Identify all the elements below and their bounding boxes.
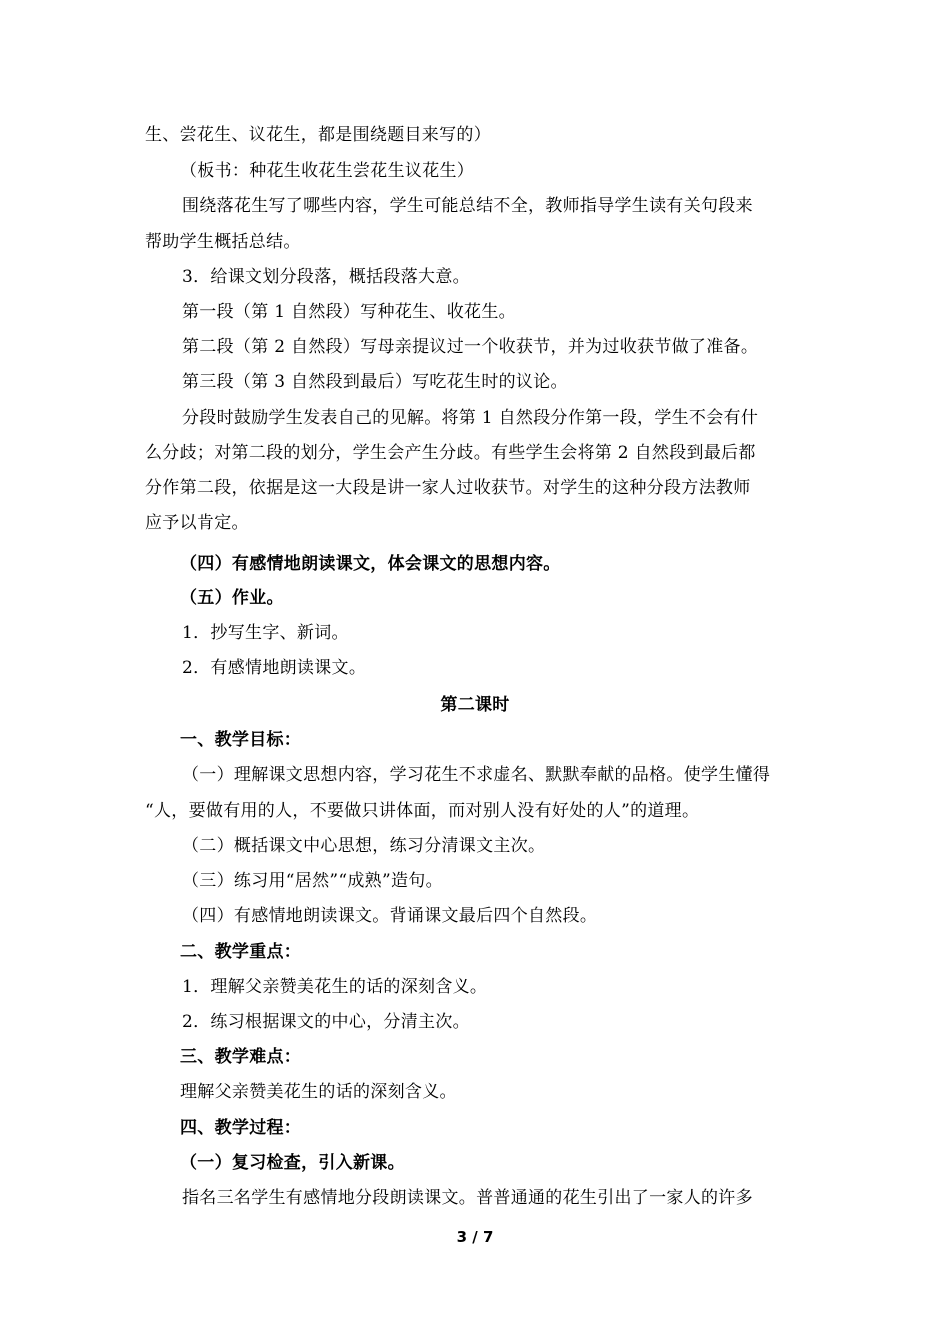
paragraph-line: 帮助学生概括总结。 (145, 232, 301, 252)
paragraph-line: （一）理解课文思想内容，学习花生不求虚名、默默奉献的品格。使学生懂得 (182, 765, 771, 785)
paragraph-line: 第二段（第 2 自然段）写母亲提议过一个收获节，并为过收获节做了准备。 (182, 337, 759, 357)
section-heading: 三、教学难点： (180, 1047, 302, 1067)
list-item: 1．理解父亲赞美花生的话的深刻含义。 (182, 977, 488, 997)
paragraph-line: （三）练习用“居然”“成熟”造句。 (182, 871, 443, 891)
section-heading: 四、教学过程： (180, 1118, 302, 1138)
paragraph-line: 应予以肯定。 (145, 513, 249, 533)
section-heading: （五）作业。 (180, 588, 284, 608)
list-item: 2．有感情地朗读课文。 (182, 658, 367, 678)
list-item: 3．给课文划分段落，概括段落大意。 (182, 267, 470, 287)
paragraph-line: 分段时鼓励学生发表自己的见解。将第 1 自然段分作第一段，学生不会有什 (182, 408, 759, 428)
paragraph-line: 分作第二段，依据是这一大段是讲一家人过收获节。对学生的这种分段方法教师 (145, 478, 751, 498)
list-item: 1．抄写生字、新词。 (182, 623, 349, 643)
paragraph-line: 围绕落花生写了哪些内容，学生可能总结不全，教师指导学生读有关句段来 (182, 196, 753, 216)
paragraph-line: “人，要做有用的人，不要做只讲体面，而对别人没有好处的人”的道理。 (145, 801, 700, 821)
paragraph-line: 么分歧；对第二段的划分，学生会产生分歧。有些学生会将第 2 自然段到最后都 (145, 443, 756, 463)
page-number: 3 / 7 (456, 1228, 494, 1246)
list-item: 2．练习根据课文的中心，分清主次。 (182, 1012, 470, 1032)
paragraph-line: 理解父亲赞美花生的话的深刻含义。 (180, 1082, 457, 1102)
lesson-title: 第二课时 (440, 695, 510, 715)
paragraph-line: 指名三名学生有感情地分段朗读课文。普普通通的花生引出了一家人的许多 (182, 1188, 753, 1208)
section-heading: 一、教学目标： (180, 730, 302, 750)
paragraph-line: （四）有感情地朗读课文。背诵课文最后四个自然段。 (182, 906, 598, 926)
section-heading: （四）有感情地朗读课文，体会课文的思想内容。 (180, 554, 561, 574)
section-heading: （一）复习检查，引入新课。 (180, 1153, 405, 1173)
paragraph-line: 生、尝花生、议花生，都是围绕题目来写的） (145, 125, 491, 145)
paragraph-line: 第三段（第 3 自然段到最后）写吃花生时的议论。 (182, 372, 568, 392)
paragraph-line: 第一段（第 1 自然段）写种花生、收花生。 (182, 302, 516, 322)
blackboard-note: （板书：种花生收花生尝花生议花生） (180, 161, 475, 181)
paragraph-line: （二）概括课文中心思想，练习分清课文主次。 (182, 836, 546, 856)
section-heading: 二、教学重点： (180, 942, 302, 962)
